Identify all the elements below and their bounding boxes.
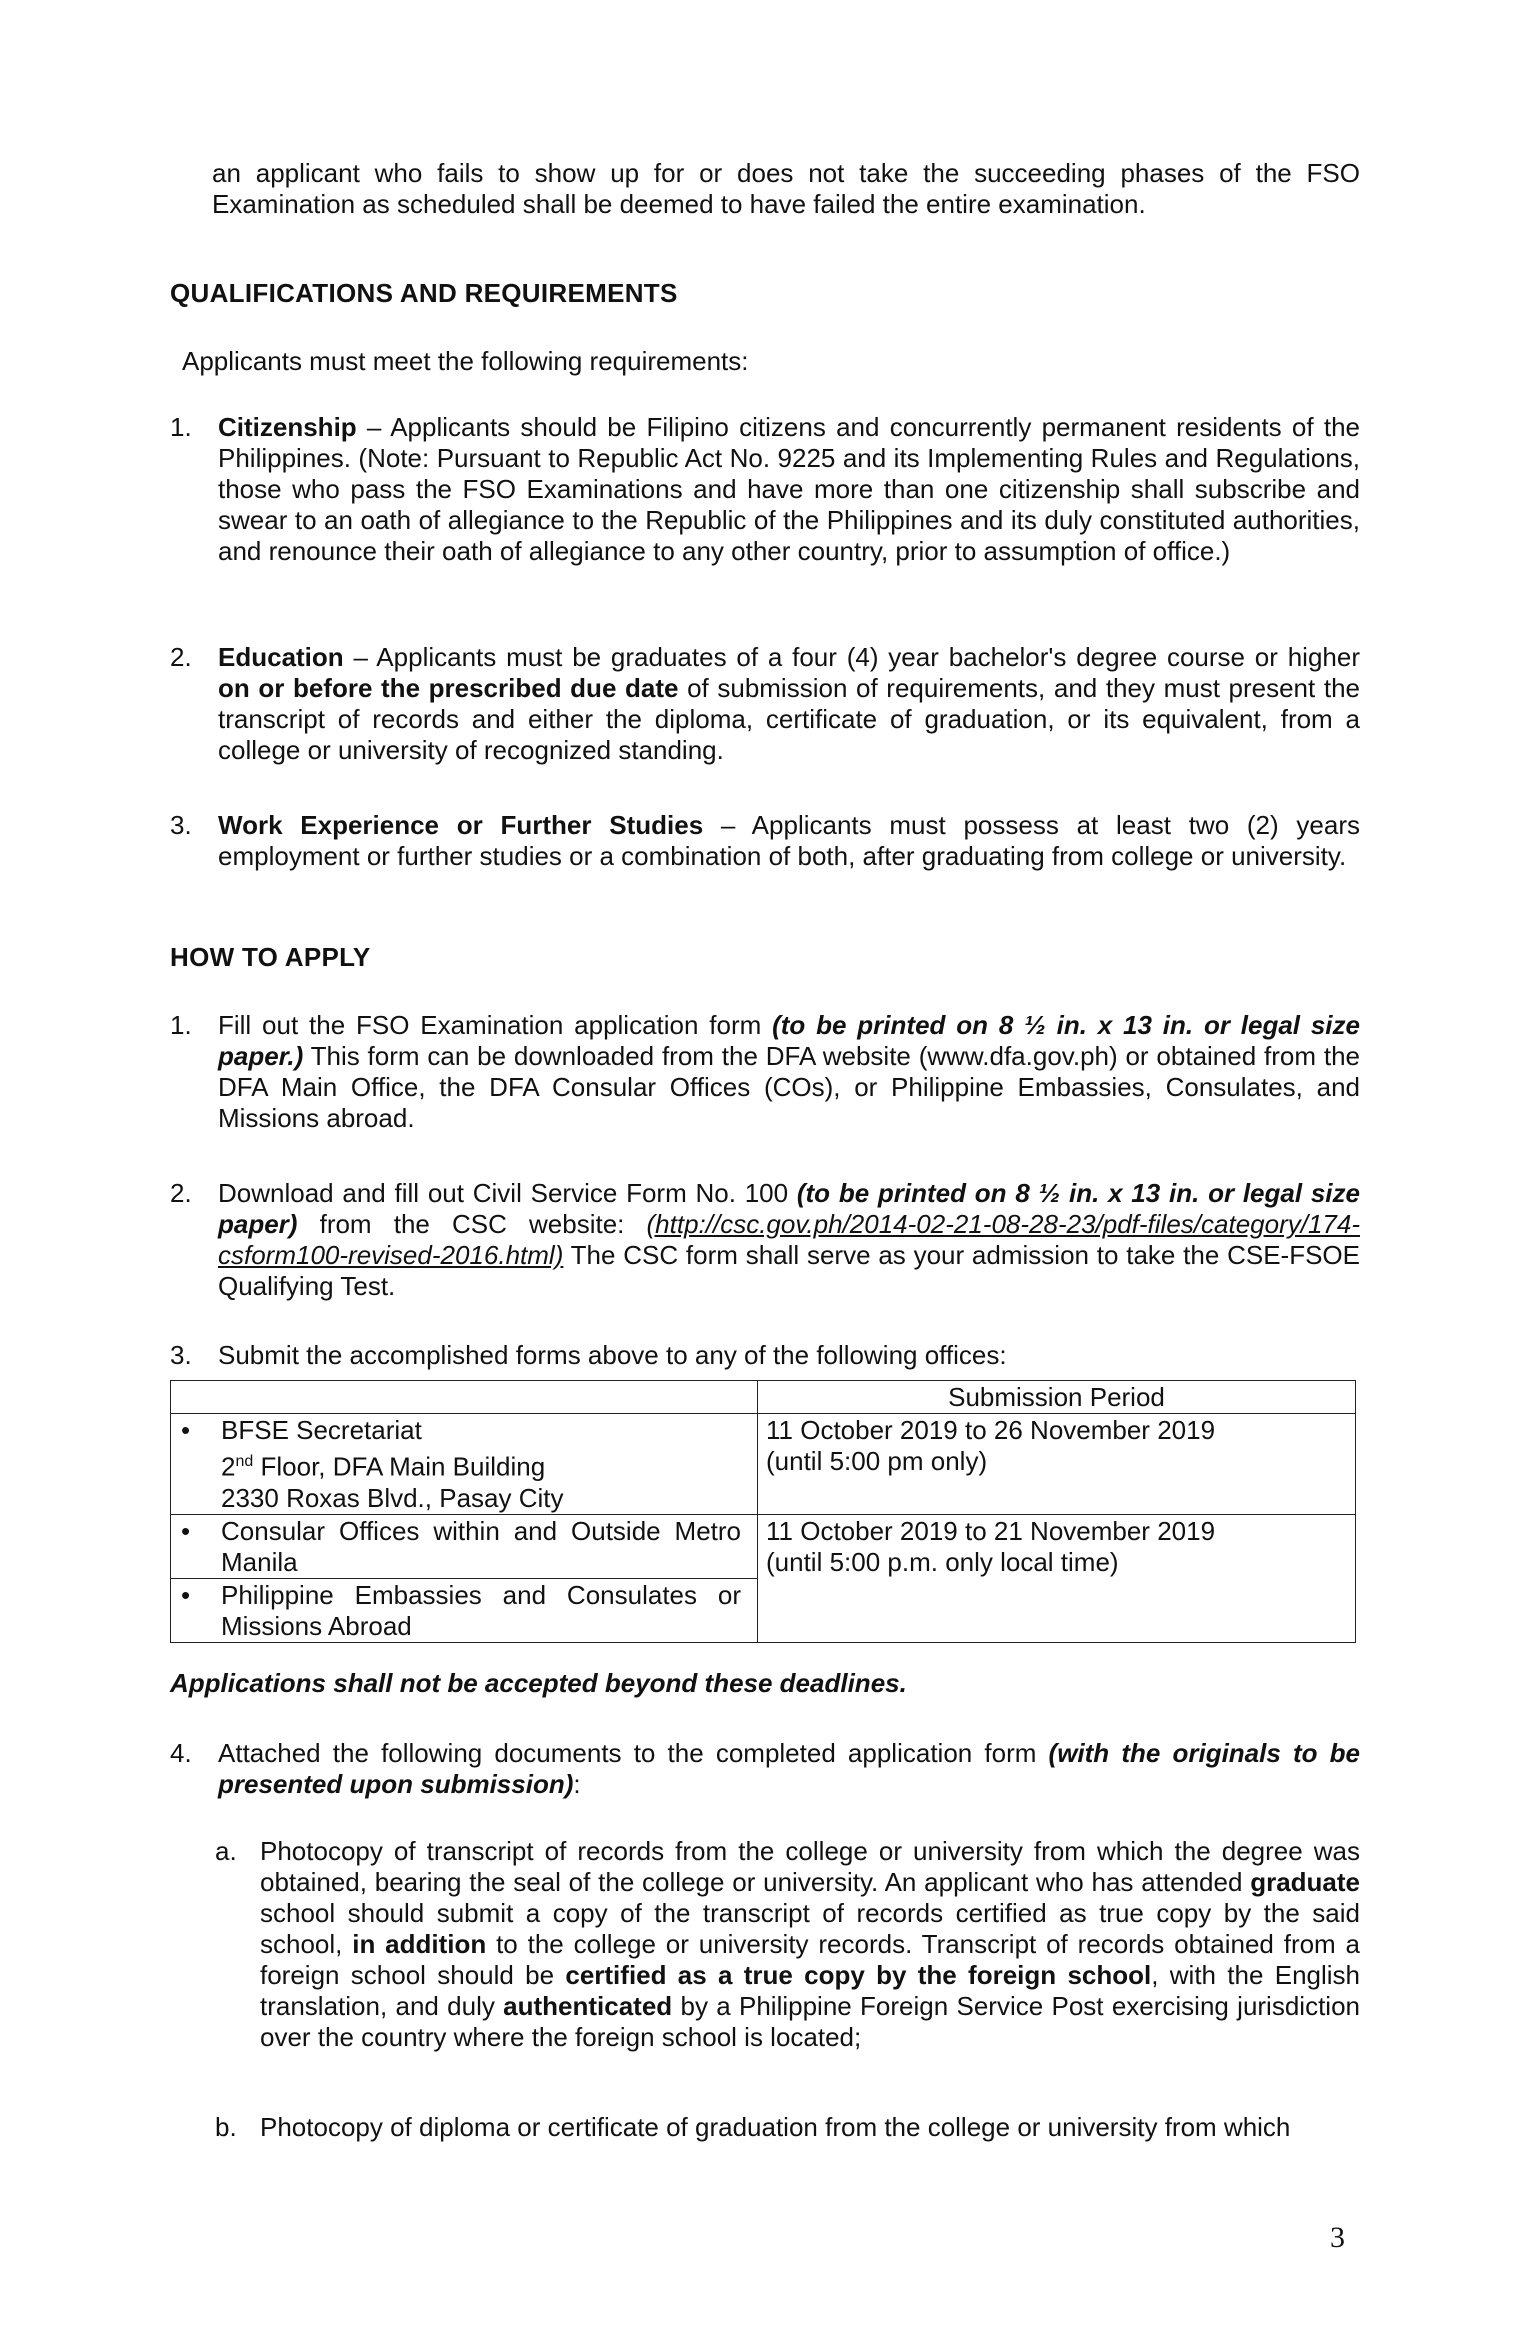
period-time: (until 5:00 p.m. only local time) — [766, 1546, 1119, 1577]
table-row — [171, 1414, 1356, 1515]
bullet-icon: • — [181, 1415, 191, 1445]
item-text: by a Philippine Foreign Service Post exercising jurisdiction over the country where the foreign school is located; — [260, 1991, 1360, 2052]
intro-paragraph: an applicant who fails to show up for or does not take the succeeding phases of the FSO Examination as scheduled shall be deemed to have failed the entire examination. — [212, 158, 1360, 219]
step-text: The CSC form shall serve as your admission to take the CSE-FSOE Qualifying Test. — [218, 1240, 1360, 1301]
apply-step-2 — [170, 1178, 1360, 1302]
table-header-row — [171, 1381, 1356, 1414]
item-title: Work Experience or Further Studies — [218, 810, 704, 840]
item-text: school should submit a copy of the transcript of records certified as true copy by the said school, — [260, 1898, 1360, 1959]
item-letter: a. — [215, 1836, 237, 1866]
step-text: Attached the following documents to the completed application form — [218, 1738, 1049, 1768]
bullet-icon: • — [181, 1515, 191, 1546]
office-name: Consular Offices within and Outside Metro Manila — [221, 1515, 741, 1577]
document-item-b — [215, 2112, 1360, 2143]
item-number: 2. — [170, 642, 192, 672]
table-row — [171, 1514, 1356, 1578]
step-number: 3. — [170, 1340, 192, 1370]
table-header-period: Submission Period — [758, 1381, 1356, 1414]
print-size-note: (to be printed on 8 ½ in. x 13 in. or legal size paper.) — [218, 1010, 1360, 1071]
item-text: of submission of requirements, and they must present the transcript of records and either the diploma, certificate of graduation, or its equivalent, from a college or university of recognized standing. — [218, 673, 1360, 765]
deadline-note: Applications shall not be accepted beyond these deadlines. — [170, 1668, 907, 1698]
office-floor: 2 — [221, 1451, 236, 1482]
requirement-education — [170, 642, 1360, 766]
step-number: 4. — [170, 1738, 192, 1768]
apply-step-3 — [170, 1340, 1360, 1371]
step-text: from the CSC website: — [297, 1209, 647, 1239]
step-number: 2. — [170, 1178, 192, 1208]
item-emphasis: on or before the prescribed due date — [218, 673, 679, 703]
office-address: 2330 Roxas Blvd., Pasay City — [221, 1482, 564, 1513]
submission-offices-table — [170, 1380, 1356, 1643]
step-text: Fill out the FSO Examination application form — [218, 1010, 773, 1040]
office-name: Philippine Embassies and Consulates or Missions Abroad — [221, 1579, 741, 1641]
requirements-lead: Applicants must meet the following requirements: — [182, 346, 749, 376]
item-title: Citizenship — [218, 412, 357, 442]
requirement-citizenship — [170, 412, 1360, 567]
item-emphasis: certified as a true copy by the foreign school — [565, 1960, 1152, 1990]
item-text: – Applicants must possess at least two (2) years employment or further studies or a combination of both, after graduating from college or university. — [218, 810, 1360, 871]
period-dates: 11 October 2019 to 21 November 2019 — [766, 1515, 1216, 1546]
table-header-blank — [171, 1381, 758, 1414]
item-number: 1. — [170, 412, 192, 442]
step-number: 1. — [170, 1010, 192, 1040]
period-dates: 11 October 2019 to 26 November 2019 — [766, 1415, 1216, 1445]
ordinal-suffix: nd — [235, 1453, 254, 1470]
period-cell — [758, 1414, 1356, 1515]
office-cell — [171, 1578, 758, 1642]
period-time: (until 5:00 pm only) — [766, 1446, 988, 1476]
page-number: 3 — [1330, 2221, 1345, 2254]
requirement-work-experience — [170, 810, 1360, 872]
office-cell — [171, 1414, 758, 1515]
item-number: 3. — [170, 810, 192, 840]
item-emphasis: in addition — [352, 1929, 487, 1959]
step-text: : — [573, 1769, 581, 1799]
item-letter: b. — [215, 2112, 237, 2142]
office-cell — [171, 1514, 758, 1578]
originals-note: (with the originals to be presented upon submission) — [218, 1738, 1360, 1799]
document-item-a — [215, 1836, 1360, 2053]
office-building: Floor, DFA Main Building — [253, 1451, 546, 1482]
item-text: Photocopy of diploma or certificate of graduation from the college or university from which — [260, 2112, 1291, 2142]
item-text: to the college or university records. Transcript of records obtained from a foreign school should be — [260, 1929, 1361, 1990]
item-emphasis: authenticated — [503, 1991, 673, 2021]
step-text: Submit the accomplished forms above to any of the following offices: — [218, 1340, 1007, 1370]
step-text: Download and fill out Civil Service Form No. 100 — [218, 1178, 797, 1208]
office-name: BFSE Secretariat — [221, 1415, 422, 1445]
item-emphasis: graduate — [1250, 1867, 1360, 1897]
item-text: , with the English translation, and duly — [260, 1960, 1360, 2021]
apply-step-4 — [170, 1738, 1360, 1800]
period-cell — [758, 1514, 1356, 1642]
item-text: Photocopy of transcript of records from the college or university from which the degree was obtained, bearing the seal of the college or university. An applicant who has attended — [260, 1836, 1360, 1897]
print-size-note: (to be printed on 8 ½ in. x 13 in. or legal size paper) — [218, 1178, 1360, 1239]
qualifications-heading: QUALIFICATIONS AND REQUIREMENTS — [170, 278, 678, 308]
bullet-icon: • — [181, 1579, 191, 1610]
item-text: – Applicants must be graduates of a four (4) year bachelor's degree course or higher — [343, 642, 1360, 672]
how-to-apply-heading: HOW TO APPLY — [170, 942, 371, 972]
item-title: Education — [218, 642, 344, 672]
csc-form-link[interactable]: (http://csc.gov.ph/2014-02-21-08-28-23/pdf-files/category/174-csform100-revised-2016.html) — [218, 1209, 1360, 1270]
step-text: This form can be downloaded from the DFA website (www.dfa.gov.ph) or obtained from the DFA Main Office, the DFA Consular Offices (COs), or Philippine Embassies, Consulates, and Missions abroad. — [218, 1041, 1360, 1133]
apply-step-1 — [170, 1010, 1360, 1134]
item-text: – Applicants should be Filipino citizens and concurrently permanent residents of the Philippines. (Note: Pursuant to Republic Act No. 9225 and its Implementing Rules and Regulations, those who pass the FSO Examinations and have more than one citizenship shall subscribe and swear to an oath of allegiance to the Republic of the Philippines and its duly constituted authorities, and renounce their oath of allegiance to any other country, prior to assumption of office.) — [218, 412, 1360, 566]
